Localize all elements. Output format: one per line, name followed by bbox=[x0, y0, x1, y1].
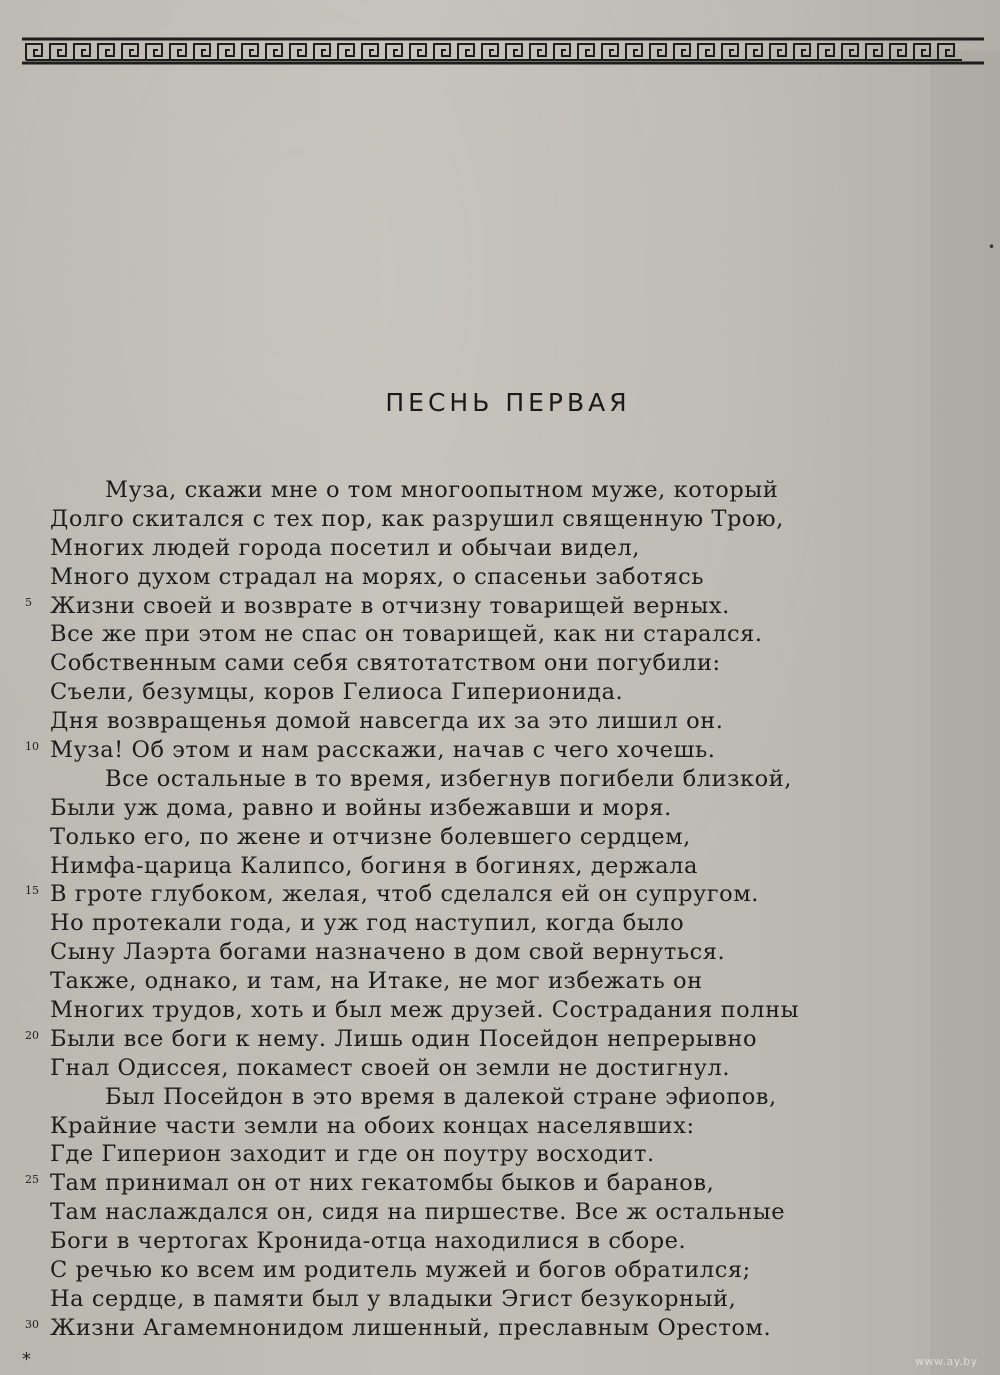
verse-line bbox=[50, 1198, 930, 1227]
verse-text: Там принимал он от них гекатомбы быков и баранов, bbox=[50, 1170, 715, 1197]
verse-text: Также, однако, и там, на Итаке, не мог избежать он bbox=[50, 968, 703, 995]
verse-line bbox=[50, 678, 930, 707]
verse-text: Долго скитался с тех пор, как разрушил священную Трою, bbox=[50, 505, 784, 532]
verse-line bbox=[50, 505, 930, 534]
verse-text: Боги в чертогах Кронида-отца находилися в сборе. bbox=[50, 1228, 687, 1255]
verse-line bbox=[25, 1169, 930, 1198]
verse-line bbox=[50, 794, 930, 823]
verse-line bbox=[50, 534, 930, 563]
verse-line bbox=[50, 765, 930, 794]
verse-line bbox=[50, 938, 930, 967]
verse-line bbox=[50, 1054, 930, 1083]
verse-text: Только его, по жене и отчизне болевшего сердцем, bbox=[50, 823, 691, 850]
line-number: 5 bbox=[25, 595, 32, 609]
verse-text: Нимфа-царица Калипсо, богиня в богинях, держала bbox=[50, 852, 698, 879]
verse-line bbox=[50, 1285, 930, 1314]
verse-line bbox=[25, 1314, 930, 1343]
greek-key-ornament bbox=[22, 36, 984, 66]
line-number: 30 bbox=[25, 1317, 39, 1331]
verse-text: В гроте глубоком, желая, чтоб сделался ей он супругом. bbox=[50, 881, 759, 908]
verse-text: С речью ко всем им родитель мужей и богов обратился; bbox=[50, 1257, 751, 1284]
verse-line bbox=[50, 476, 930, 505]
verse-line bbox=[25, 880, 930, 909]
verse-text: Были уж дома, равно и войны избежавши и моря. bbox=[50, 794, 672, 821]
verse-text: Сыну Лаэрта богами назначено в дом свой вернуться. bbox=[50, 939, 726, 966]
verse-line bbox=[50, 967, 930, 996]
verse-text: Много духом страдал на морях, о спасеньи заботясь bbox=[50, 563, 705, 590]
verse-line bbox=[50, 1256, 930, 1285]
footer-mark: * bbox=[22, 1349, 31, 1370]
verse-text: Все остальные в то время, избегнув погибели близкой, bbox=[105, 765, 792, 792]
verse-text: Многих людей города посетил и обычаи видел, bbox=[50, 534, 640, 561]
verse-text: Многих трудов, хоть и был меж друзей. Сострадания полны bbox=[50, 997, 800, 1024]
verse-text: Был Посейдон в это время в далекой стране эфиопов, bbox=[105, 1083, 777, 1110]
verse-line bbox=[50, 852, 930, 881]
verse-text: Жизни своей и возврате в отчизну товарищей верных. bbox=[50, 592, 730, 619]
line-number: 10 bbox=[25, 740, 39, 754]
verse-line bbox=[50, 1083, 930, 1112]
line-number: 25 bbox=[25, 1173, 39, 1187]
verse-text: Но протекали года, и уж год наступил, когда было bbox=[50, 910, 685, 937]
verse-line bbox=[50, 996, 930, 1025]
verse-text: Гнал Одиссея, покамест своей он земли не достигнул. bbox=[50, 1054, 731, 1081]
verse-text: Все же при этом не спас он товарищей, как ни старался. bbox=[50, 621, 763, 648]
verse-text: Муза, скажи мне о том многоопытном муже, который bbox=[105, 477, 779, 503]
verse-text: Муза! Об этом и нам расскажи, начав с чего хочешь. bbox=[50, 737, 716, 764]
verse-text: Где Гиперион заходит и где он поутру восходит. bbox=[50, 1141, 655, 1168]
verse-line bbox=[25, 592, 930, 621]
verse-line bbox=[50, 909, 930, 938]
verse-line bbox=[25, 1025, 930, 1054]
watermark: www.ay.by bbox=[915, 1355, 978, 1368]
verse-text: Жизни Агамемнонидом лишенный, преславным Орестом. bbox=[50, 1314, 772, 1341]
edge-mark-icon: • bbox=[988, 240, 996, 254]
verse-line bbox=[50, 707, 930, 736]
verse-text: Крайние части земли на обоих концах населявших: bbox=[50, 1112, 695, 1139]
verse-line bbox=[50, 1227, 930, 1256]
verse-text: Дня возвращенья домой навсегда их за это лишил он. bbox=[50, 708, 724, 735]
verse-block bbox=[25, 476, 930, 1343]
verse-line bbox=[50, 620, 930, 649]
verse-text: Там наслаждался он, сидя на пиршестве. Все ж остальные bbox=[50, 1199, 786, 1226]
verse-text: Съели, безумцы, коров Гелиоса Гиперионида. bbox=[50, 679, 624, 706]
verse-line bbox=[50, 1112, 930, 1141]
verse-text: На сердце, в памяти был у владыки Эгист безукорный, bbox=[50, 1285, 737, 1312]
verse-line bbox=[25, 736, 930, 765]
verse-line bbox=[50, 649, 930, 678]
verse-line bbox=[50, 563, 930, 592]
verse-text: Были все боги к нему. Лишь один Посейдон непрерывно bbox=[50, 1025, 758, 1052]
verse-text: Собственным сами себя святотатством они погубили: bbox=[50, 650, 721, 677]
line-number: 20 bbox=[25, 1028, 39, 1042]
song-title: ПЕСНЬ ПЕРВАЯ bbox=[385, 388, 631, 417]
verse-line bbox=[50, 1140, 930, 1169]
verse-line bbox=[50, 823, 930, 852]
line-number: 15 bbox=[25, 884, 39, 898]
